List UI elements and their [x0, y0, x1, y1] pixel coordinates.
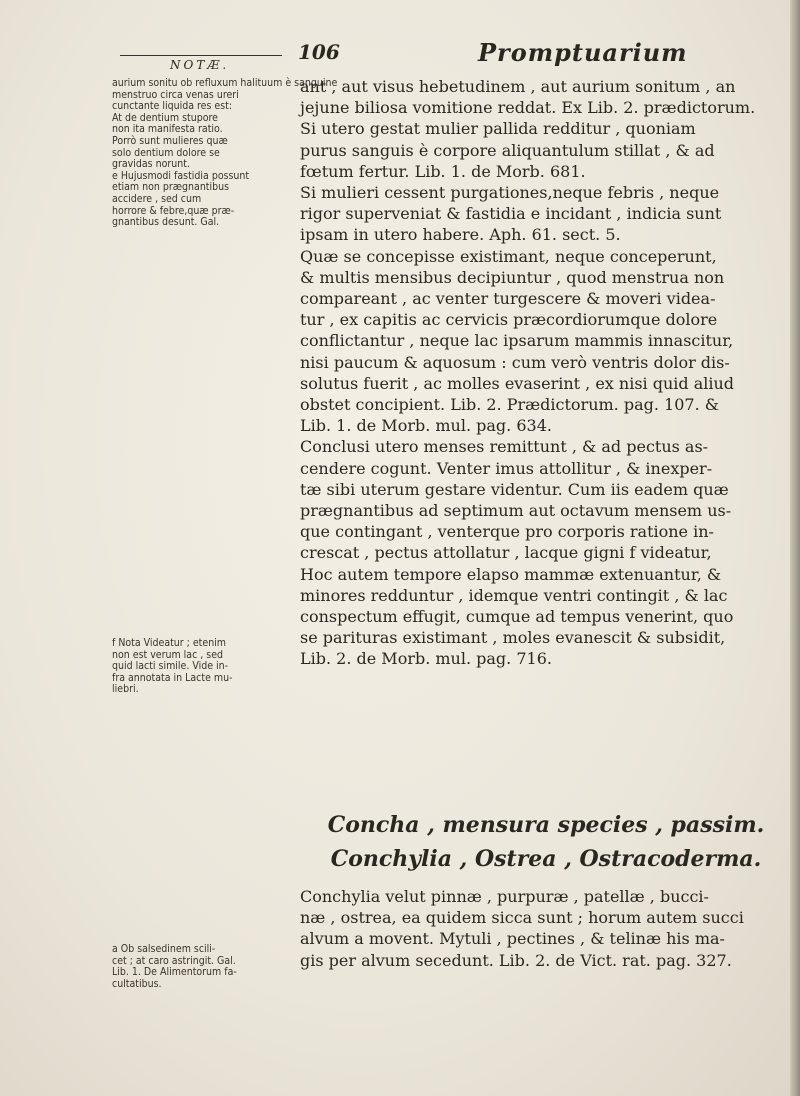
body-text-line: conflictantur , neque lac ipsarum mammis innascitur, [300, 331, 734, 351]
margin-note-line: At de dentium stupore [112, 111, 218, 124]
body-text-line: alvum a movent. Mytuli , pectines , & telinæ his ma- [300, 929, 725, 949]
body-text-line: rigor superveniat & fastidia e incidant , indicia sunt [300, 204, 722, 224]
body-text-line: næ , ostrea, ea quidem sicca sunt ; horum autem succi [300, 908, 744, 928]
margin-note-line: gravidas norunt. [112, 158, 190, 171]
header-rule [120, 55, 282, 56]
body-text-line: gis per alvum secedunt. Lib. 2. de Vict. rat. pag. 327. [300, 950, 732, 970]
body-text-line: minores redduntur , idemque ventri contingit , & lac [300, 585, 728, 605]
body-text-line: purus sanguis è corpore aliquantulum stillat , & ad [300, 140, 715, 160]
body-text-line: ant , aut visus hebetudinem , aut aurium sonitum , an [300, 77, 736, 96]
body-text-line: conspectum effugit, cumque ad tempus venerint, quo [300, 607, 734, 627]
margin-note-line: quid lacti simile. Vide in- [112, 660, 229, 673]
margin-note-line: non ita manifesta ratio. [112, 123, 223, 136]
margin-note-line: aurium sonitu ob refluxum halituum è sanguine [112, 77, 338, 89]
body-text-line: tæ sibi uterum gestare videntur. Cum iis eadem quæ [300, 479, 729, 499]
margin-note-line: f Nota Videatur ; etenim [112, 637, 227, 649]
margin-note-line: a Ob salsedinem scili- [112, 943, 216, 955]
body-text-line: Si utero gestat mulier pallida redditur , quoniam [300, 119, 696, 139]
body-text-line: Conclusi utero menses remittunt , & ad pectus as- [300, 437, 709, 457]
margin-note-line: e Hujusmodi fastidia possunt [112, 169, 250, 182]
margin-note-line: liebri. [112, 683, 139, 696]
margin-note-line: cunctante liquida res est: [112, 100, 233, 113]
section-heading-2: Conchylia , Ostrea , Ostracoderma. [330, 846, 762, 872]
body-text-line: Si mulieri cessent purgationes,neque febris , neque [300, 183, 720, 203]
body-text-line: se parituras existimant , moles evanescit & subsidit, [300, 628, 726, 648]
body-text-line: Lib. 1. de Morb. mul. pag. 634. [300, 416, 552, 436]
body-text-line: ipsam in utero habere. Aph. 61. sect. 5. [300, 225, 621, 245]
margin-note-line: non est verum lac , sed [112, 648, 224, 661]
margin-note-line: fra annotata in Lacte mu- [112, 671, 233, 684]
body-text-line: tur , ex capitis ac cervicis præcordiorumque dolore [300, 310, 718, 330]
body-text-line: & multis mensibus decipiuntur , quod menstrua non [300, 267, 725, 287]
margin-note-line: menstruo circa venas ureri [112, 88, 239, 101]
body-text-line: crescat , pectus attollatur , lacque gigni f videatur, [300, 543, 712, 563]
body-text-line: cendere cogunt. Venter imus attollitur , & inexper- [300, 458, 713, 478]
body-text-line: Conchylia velut pinnæ , purpuræ , patellæ , bucci- [300, 887, 709, 906]
body-text-line: Quæ se concepisse existimant, neque conceperunt, [300, 246, 717, 266]
page-number: 106 [298, 40, 340, 64]
margin-note-top [112, 77, 338, 229]
body-text-line: obstet concipient. Lib. 2. Prædictorum. pag. 107. & [300, 395, 719, 415]
margin-note-line: etiam non prægnantibus [112, 181, 230, 194]
body-text-bottom [300, 886, 792, 971]
margin-note-line: gnantibus desunt. Gal. [112, 216, 220, 229]
body-text-line: que contingant , venterque pro corporis ratione in- [300, 522, 714, 542]
margin-note-f [112, 638, 292, 696]
margin-note-line: cultatibus. [112, 977, 162, 990]
body-text-line: Hoc autem tempore elapso mammæ extenuantur, & [300, 564, 722, 584]
body-text-line: compareant , ac venter turgescere & moveri videa- [300, 289, 716, 309]
margin-note-line: horrore & febre,quæ præ- [112, 204, 235, 217]
page-header [0, 40, 800, 80]
running-head: Promptuarium [478, 38, 688, 67]
body-text-line: nisi paucum & aquosum : cum verò ventris dolor dis- [300, 352, 730, 372]
body-text-line: solutus fuerit , ac molles evaserint , ex nisi quid aliud [300, 373, 735, 393]
margin-note-line: Lib. 1. De Alimentorum fa- [112, 966, 237, 979]
section-heading-1: Concha , mensura species , passim. [327, 812, 765, 838]
notes-label: NOTÆ. [170, 58, 230, 72]
body-text-line: jejune biliosa vomitione reddat. Ex Lib. 2. prædictorum. [300, 98, 756, 118]
body-text-line: Lib. 2. de Morb. mul. pag. 716. [300, 649, 552, 669]
body-text-line: fœtum fertur. Lib. 1. de Morb. 681. [300, 161, 586, 181]
margin-note-line: solo dentium dolore se [112, 146, 220, 159]
margin-note-line: accidere , sed cum [112, 192, 202, 205]
body-text-top [300, 76, 792, 670]
margin-note-a [112, 944, 292, 990]
margin-note-line: cet ; at caro astringit. Gal. [112, 954, 236, 967]
body-text-line: prægnantibus ad septimum aut octavum mensem us- [300, 501, 732, 521]
margin-note-line: Porrò sunt mulieres quæ [112, 134, 228, 147]
